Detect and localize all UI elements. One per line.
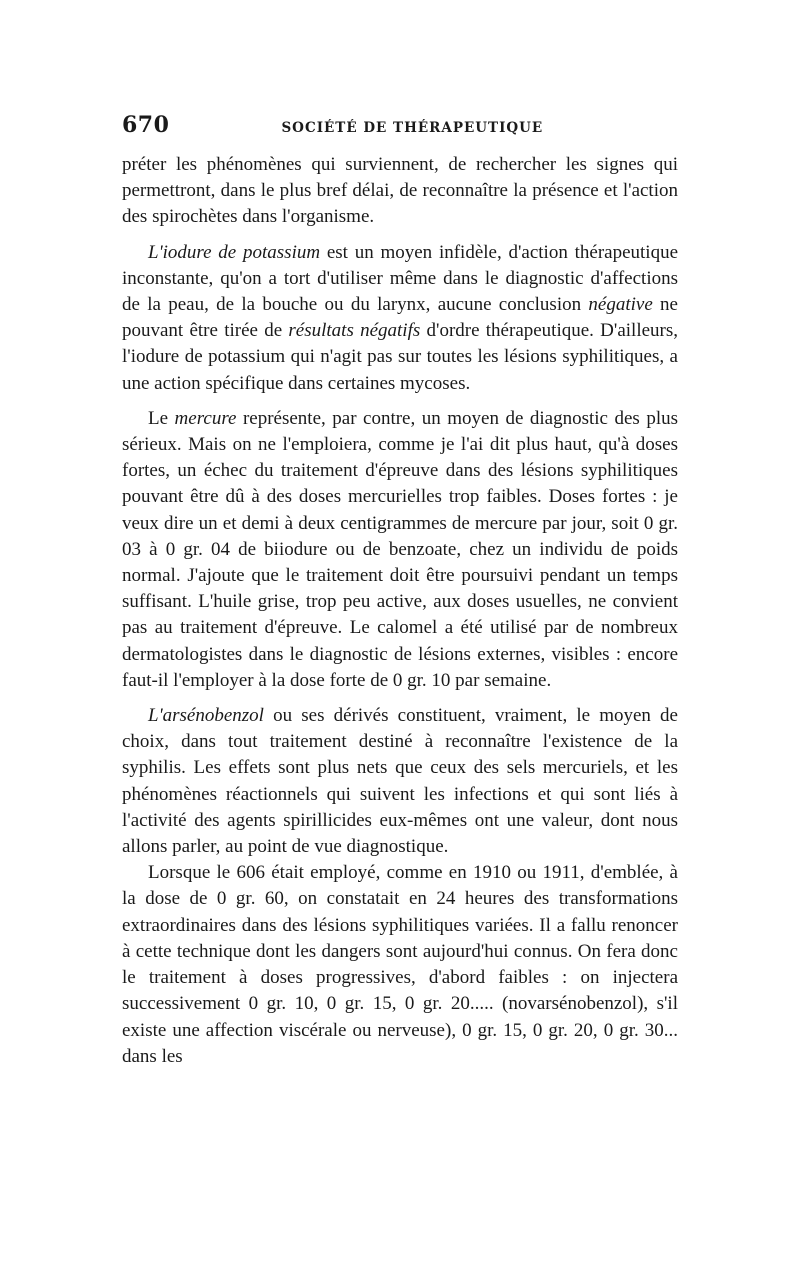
paragraph-2-text-1: est un moyen infidèle, d'action thérapeutique inconstante, qu'on a tort d'utiliser même dans le diagnostic d'affections de la peau, de la bouche ou du larynx, aucune conclusion	[122, 241, 678, 316]
paragraph-3-text-1: représente, par contre, un moyen de diagnostic des plus sérieux. Mais on ne l'emploiera, comme je l'ai dit plus haut, qu'à doses fortes, un échec du traitement d'épreuve dans des lésions syphilitiques pouvant être dû à des doses mercurielles trop faibles. Doses fortes : je veux dire un et demi à deux centigrammes de mercure par jour, soit 0 gr. 03 à 0 gr. 04 de biiodure ou de benzoate, chez un individu de poids normal. J'ajoute que le traitement doit être poursuivi pendant un temps suffisant. L'huile grise, trop peu active, aux doses usuelles, ne convient pas au traitement d'épreuve. Le calomel a été utilisé par de nombreux dermatologistes dans le diagnostic de lésions externes, visibles : encore faut-il l'employer à la dose forte de 0 gr. 10 par semaine.	[122, 407, 678, 691]
paragraph-1-text: préter les phénomènes qui surviennent, de rechercher les signes qui permettront, dans le plus bref délai, de reconnaître la présence et l'action des spirochètes dans l'organisme.	[122, 154, 678, 228]
document-page	[122, 112, 678, 1070]
paragraph-2-text-2: ne pouvant être tirée de	[122, 294, 678, 342]
page-number: 670	[122, 112, 170, 138]
running-head: SOCIÉTÉ DE THÉRAPEUTIQUE	[281, 120, 544, 136]
paragraph-4	[122, 703, 678, 860]
paragraph-1	[122, 152, 678, 231]
page-header	[122, 112, 678, 142]
paragraph-5	[122, 860, 678, 1070]
paragraph-2	[122, 240, 678, 397]
paragraph-3-text-0: Le	[148, 407, 175, 429]
paragraph-5-text-1: Lorsque le 606 était employé, comme en 1910 ou 1911, d'emblée, à la dose de 0 gr. 60, on constatait en 24 heures des transformations extraordinaires dans des lésions syphilitiques variées. Il a fallu renoncer à cette technique dont les dangers sont aujourd'hui connus. On fera donc le traitement à doses progressives, d'abord faibles : on injectera successivement 0 gr. 10, 0 gr. 15, 0 gr. 20..... (novarsénobenzol), s'il existe une affection viscérale ou nerveuse), 0 gr. 15, 0 gr. 20, 0 gr. 30... dans les	[122, 862, 678, 1067]
paragraph-2-italic-lead: L'iodure de potassium	[148, 241, 321, 263]
paragraph-3-italic-1: mercure	[174, 407, 237, 429]
paragraph-4-italic-lead: L'arsénobenzol	[148, 705, 264, 727]
paragraph-2-text-3: d'ordre thérapeutique. D'ailleurs, l'iodure de potassium qui n'agit pas sur toutes les lésions syphilitiques, a une action spécifique dans certaines mycoses.	[122, 320, 678, 394]
paragraph-2-italic-2: négative	[588, 294, 653, 316]
paragraph-4-text-1: ou ses dérivés constituent, vraiment, le moyen de choix, dans tout traitement destiné à reconnaître l'existence de la syphilis. Les effets sont plus nets que ceux des sels mercuriels, et les phénomènes réactionnels qui suivent les infections et qui sont liés à l'activité des agents spirillicides eux-mêmes ont une valeur, dont nous allons parler, au point de vue diagnostique.	[122, 705, 678, 858]
body-text	[122, 152, 678, 1070]
paragraph-3	[122, 406, 678, 694]
paragraph-2-italic-3: résultats négatifs	[288, 320, 421, 342]
